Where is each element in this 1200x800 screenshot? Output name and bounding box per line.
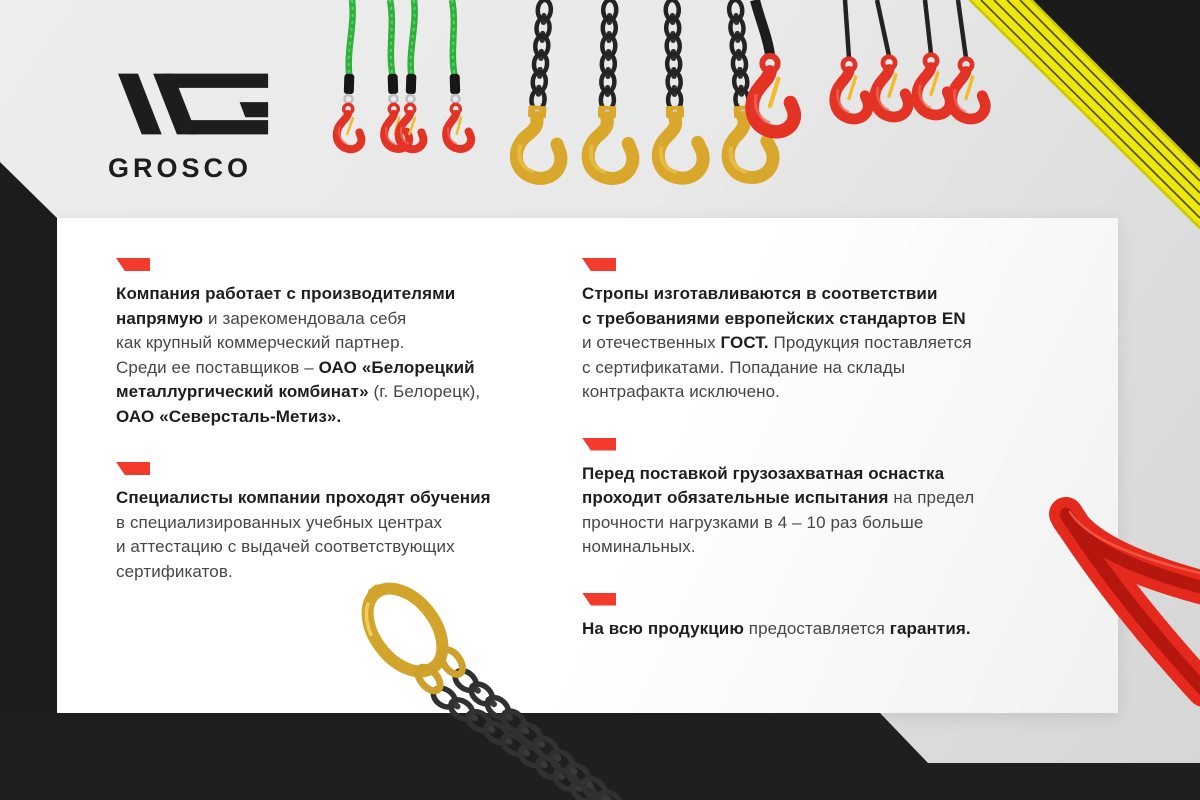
text-block bbox=[116, 462, 556, 584]
info-card bbox=[57, 218, 1118, 713]
card-column-right bbox=[582, 258, 1072, 674]
accent-marker-icon bbox=[582, 258, 616, 271]
block-paragraph: Компания работает с производителями напрямую и зарекомендовала себя как крупный коммерческий партнер. Среди ее поставщиков – ОАО «Белорецкий металлургический комбинат» (г. Белорецк), ОАО «Северсталь-Метиз». bbox=[116, 284, 481, 426]
card-column-left bbox=[116, 258, 556, 617]
grosco-wordmark: GROSCO bbox=[108, 153, 253, 183]
black-corner-bottom-left bbox=[0, 162, 57, 800]
accent-marker-icon bbox=[116, 462, 150, 475]
green-rope-sling bbox=[336, 0, 471, 150]
grosco-logo-monogram bbox=[108, 66, 280, 142]
text-block bbox=[116, 258, 556, 429]
black-corner-top-right bbox=[1017, 0, 1200, 173]
black-bottom-band bbox=[0, 713, 1200, 800]
chain-sling-yellow-hooks bbox=[515, 0, 775, 180]
block-paragraph: На всю продукцию предоставляется гарантия. bbox=[582, 618, 971, 638]
accent-marker-icon bbox=[582, 438, 616, 451]
accent-marker-icon bbox=[582, 593, 616, 606]
block-paragraph: Стропы изготавливаются в соответствии с требованиями европейских стандартов EN и отечественных ГОСТ. Продукция поставляется с сертификатами. Попадание на склады контрафакта исключено. bbox=[582, 284, 972, 401]
text-block bbox=[582, 593, 1072, 642]
text-block bbox=[582, 438, 1072, 560]
text-block bbox=[582, 258, 1072, 405]
block-paragraph: Перед поставкой грузозахватная оснастка проходит обязательные испытания на предел прочности нагрузками в 4 – 10 раз больше номинальных. bbox=[582, 463, 975, 556]
yellow-webbing-strap bbox=[968, 0, 1200, 230]
red-hooks-group bbox=[752, 0, 985, 132]
block-paragraph: Специалисты компании проходят обучения в специализированных учебных центрах и аттестацию с выдачей соответствующих сертификатов. bbox=[116, 488, 491, 581]
accent-marker-icon bbox=[116, 258, 150, 271]
